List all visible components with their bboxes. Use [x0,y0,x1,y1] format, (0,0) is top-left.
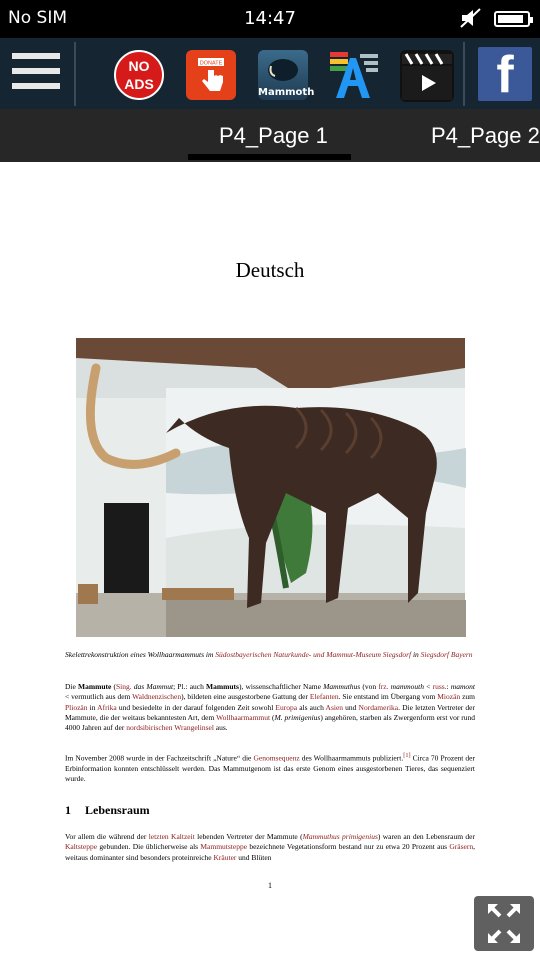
toolbar [0,38,540,109]
text-run: ), bildeten eine ausgestorbene Gattung der [181,692,310,702]
text-run: mamont [450,682,475,691]
text-link[interactable]: frz. [378,682,389,691]
text-link[interactable]: nordsibirischen [126,723,173,733]
donate-text: DONATE [199,60,223,67]
mammoth-app-label: Mammoth [258,87,315,98]
hamburger-menu-icon[interactable] [12,53,60,95]
text-link[interactable]: Afrika [97,702,117,712]
page-number: 1 [268,881,272,890]
section-title: Lebensraum [85,803,150,817]
text-link[interactable]: Asien [325,702,344,712]
text-run: und [343,702,359,712]
text-link[interactable]: Sing. [116,682,132,691]
text-link[interactable]: [1] [403,752,411,759]
toolbar-divider [463,42,465,106]
no-ads-label-top: NO [128,58,150,74]
text-link[interactable]: Miozän [437,692,461,702]
section-number: 1 [65,803,71,817]
text-link[interactable]: Gräsern [449,842,474,852]
tab-p4-page-2[interactable]: P4_Page 2 [431,123,540,148]
text-run: lebenden Vertreter der Mammute ( [194,832,303,841]
font-settings-button[interactable] [330,50,380,100]
text-run: Circa 70 Prozent der Erbinformation konnten entschlüsselt werden. Das Mammutgenom ist das erste Genom eines ausgestorbenen Tieres, das sequenziert wurde. [65,753,475,784]
document-title: Deutsch [235,258,305,282]
photo-caption [65,650,475,660]
text-link[interactable]: Pliozän [65,702,88,712]
caption-link-siegsdorf[interactable]: Siegsdorf Bayern [420,650,473,659]
text-run: ( [270,712,275,722]
clock: 14:47 [244,8,296,29]
mammoth-logo-icon [258,50,308,84]
caption-text: Skelettrekonstruktion eines Wollhaarmammuts im [65,650,216,659]
text-run: Vor allem die während der [65,832,149,841]
text-run: zum [460,692,476,702]
donate-icon [186,50,236,100]
text-run: mammouth [388,682,425,691]
text-run: und besiedelte in der darauf folgenden Zeit sowohl [116,702,276,712]
status-bar [0,0,540,38]
mammoth-app-button[interactable] [258,50,315,100]
text-link[interactable]: russ. [432,682,447,691]
text-run: und Blüten [236,852,272,862]
text-run: ) waren an den Lebensraum der [377,832,476,841]
text-link[interactable]: Genomsequenz [253,753,300,763]
text-run: gebunden. Die üblicherweise als [97,842,201,852]
text-run: ), wissenschaftlicher Name [238,682,324,691]
text-link[interactable]: Elefanten [309,692,339,702]
mute-icon [460,8,482,28]
text-run: aus. [213,723,228,733]
section-heading [65,803,150,818]
no-ads-button[interactable] [114,50,164,100]
video-button[interactable] [400,50,454,102]
text-run: , weitaus dominanter sind besonders proteinreiche [65,842,475,862]
text-link[interactable]: Europa [275,702,298,712]
text-link[interactable]: Mammutsteppe [200,842,248,852]
text-link[interactable]: Waldnenzischen [132,692,182,702]
text-run: (von [360,682,379,691]
text-run: : [446,682,451,691]
paragraph-genome [65,751,475,784]
text-run: des Wollhaarmammuts publiziert. [299,753,404,763]
expand-fullscreen-icon [474,896,534,951]
text-link[interactable]: Nordamerika [358,702,399,712]
selected-tab-indicator [188,154,351,160]
paragraph-lebensraum [65,832,475,863]
text-run: Im November 2008 wurde in der Fachzeitschrift „Nature“ die [65,753,254,763]
text-run: in [87,702,98,712]
carrier-label: No SIM [8,8,67,28]
paragraph-intro [65,682,475,733]
text-run: Die [65,682,78,691]
text-link[interactable]: Mammuthus primigenius [302,832,378,841]
text-run: . Sie entstand im Übergang vom [338,692,438,702]
tab-p4-page-1[interactable]: P4_Page 1 [219,123,328,148]
fullscreen-button[interactable] [474,896,534,951]
facebook-button[interactable] [478,46,532,104]
text-run: als auch [297,702,326,712]
text-link[interactable]: Wollhaarmammut [216,712,271,722]
text-run: < vermutlich aus dem [65,692,133,702]
font-letter-icon [330,50,380,100]
toolbar-divider [74,42,76,106]
text-link[interactable]: Kaltsteppe [65,842,98,852]
text-run: ) angehören, starben als Zwergenform erst vor rund 4000 Jahren auf der [65,712,475,733]
text-run: ( [111,682,116,691]
text-run: < [424,682,433,691]
caption-text: in [411,650,421,659]
text-link[interactable]: letzten Kaltzeit [148,832,195,841]
donate-button[interactable] [186,50,236,100]
text-run: Mammuthus [323,682,361,691]
document-page[interactable] [0,162,540,960]
text-run: Mammute [78,682,112,691]
text-link[interactable]: Wrangelinsel [174,723,214,733]
text-run: M. primigenius [274,712,321,722]
text-run: das Mammut [131,682,174,691]
text-run: . Die letzten Vertreter der Mammute, die der weitaus bekanntesten Art, dem [65,702,475,722]
text-run: Mammuts [206,682,239,691]
text-run: bezeichnete Vegetationsform bestand nur zu etwa 20 Prozent aus [247,842,450,852]
caption-link-museum[interactable]: Südostbayerischen Naturkunde- und Mammut-Museum Siegsdorf [215,650,412,659]
text-run: ; Pl.: auch [173,682,207,691]
text-link[interactable]: Kräuter [213,852,237,862]
mammoth-skeleton-photo [76,338,465,637]
no-ads-label-bottom: ADS [124,76,154,92]
clapperboard-icon [400,50,454,102]
battery-icon [494,11,530,27]
facebook-icon: f [496,46,514,104]
